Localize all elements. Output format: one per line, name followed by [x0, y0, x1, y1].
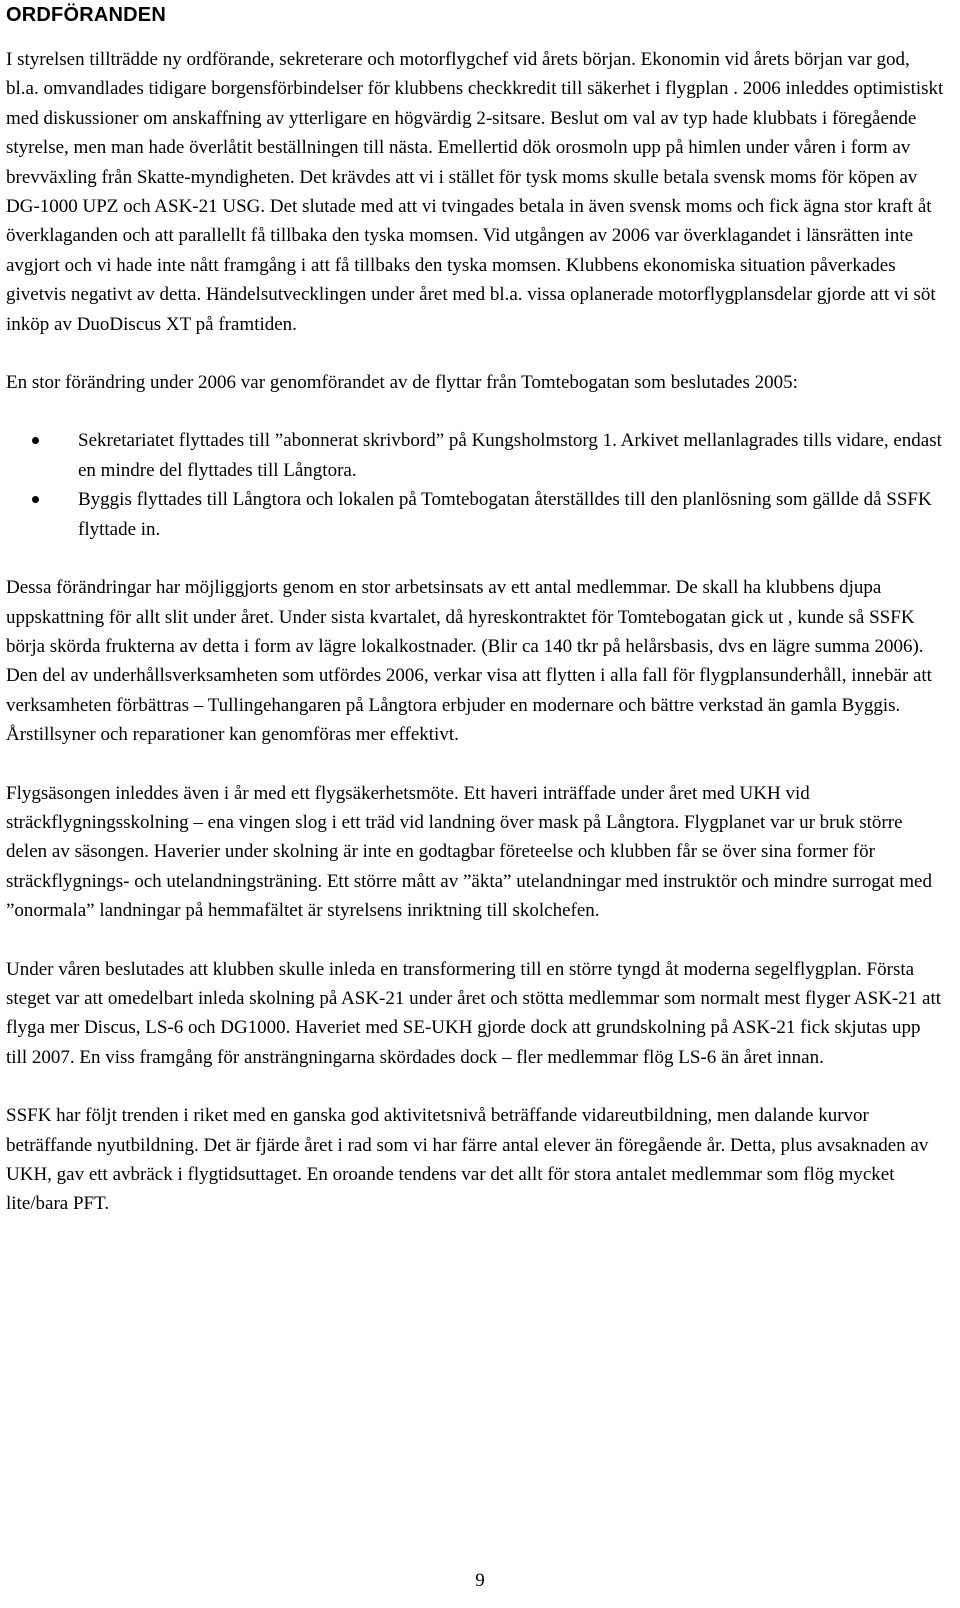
list-item [6, 485, 946, 544]
list-item [6, 426, 946, 485]
relocation-list [6, 426, 946, 544]
paragraph-transformation: Under våren beslutades att klubben skulle inleda en transformering till en större tyngd åt moderna segelflygplan. Första steget var att omedelbart inleda skolning på ASK-21 under året och stötta medlemmar som normalt mest flyger ASK-21 att flyga mer Discus, LS-6 och DG1000. Haveriet med SE-UKH gjorde dock att grundskolning på ASK-21 fick skjutas upp till 2007. En viss framgång för ansträngningarna skördades dock – fler medlemmar flög LS-6 än året innan. [6, 958, 941, 1068]
paragraph-flight-season: Flygsäsongen inleddes även i år med ett flygsäkerhetsmöte. Ett haveri inträffade under året med UKH vid sträckflygningsskolning – ena vingen slog i ett träd vid landning över mask på Långtora. Flygplanet var ur bruk större delen av säsongen. Haverier under skolning är inte en godtagbar företeelse och klubben får se över sina former för sträckflygnings- och utelandningsträning. Ett större mått av ”äkta” utelandningar med instruktör och mindre surrogat med ”onormala” landningar på hemmafältet är styrelsens inriktning till skolchefen. [6, 782, 932, 922]
list-item-text: Byggis flyttades till Långtora och lokalen på Tomtebogatan återställdes till den planlösning som gällde då SSFK flyttade in. [78, 489, 932, 540]
section-heading: ORDFÖRANDEN [6, 4, 166, 26]
paragraph-economy: I styrelsen tillträdde ny ordförande, sekreterare och motorflygchef vid årets början. Ekonomin vid årets början var god, bl.a. omvandlades tidigare borgensförbindelser för klubbens checkkredit till säkerhet i flygplan . 2006 inleddes optimistiskt med diskussioner om anskaffning av ytterligare en högvärdig 2-sitsare. Beslut om val av typ hade klubbats i föregående styrelse, men man hade överlåtit beställningen till nästa. Emellertid dök orosmoln upp på himlen under våren i form av brevväxling från Skatte-myndigheten. Det krävdes att vi i stället för tysk moms skulle betala svensk moms för köpen av DG-1000 UPZ och ASK-21 USG. Det slutade med att vi tvingades betala in även svensk moms och fick ägna stor kraft åt överklaganden och att parallellt få tillbaka den tyska momsen. Vid utgången av 2006 var överklagandet i länsrätten inte avgjort och vi hade inte nått framgång i att få tillbaks den tyska momsen. Klubbens ekonomiska situation påverkades givetvis negativt av detta. Händelsutvecklingen under året med bl.a. vissa oplanerade motorflygplansdelar gjorde att vi söt inköp av DuoDiscus XT på framtiden. [6, 49, 944, 335]
list-item-text: Sekretariatet flyttades till ”abonnerat skrivbord” på Kungsholmstorg 1. Arkivet mellanlagrades tills vidare, endast en mindre del flyttades till Långtora. [78, 430, 942, 481]
paragraph-changes: Dessa förändringar har möjliggjorts genom en stor arbetsinsats av ett antal medlemmar. De skall ha klubbens djupa uppskattning för allt slit under året. Under sista kvartalet, då hyreskontraktet för Tomtebogatan gick ut , kunde så SSFK börja skörda frukterna av detta i form av lägre lokalkostnader. (Blir ca 140 tkr på helårsbasis, dvs en lägre summa 2006). Den del av underhållsverksamheten som utfördes 2006, verkar visa att flytten i alla fall för flygplansunderhåll, innebär att verksamheten förbättras – Tullingehangaren på Långtora erbjuder en modernare och bättre verkstad än gamla Byggis. Årstillsyner och reparationer kan genomföras mer effektivt. [6, 577, 932, 746]
page-number: 9 [475, 1570, 485, 1591]
paragraph-relocation-intro: En stor förändring under 2006 var genomförandet av de flyttar från Tomtebogatan som beslutades 2005: [6, 372, 798, 394]
bullet-icon [32, 437, 39, 444]
paragraph-training-trends: SSFK har följt trenden i riket med en ganska god aktivitetsnivå beträffande vidareutbildning, men dalande kurvor beträffande nyutbildning. Det är fjärde året i rad som vi har färre antal elever än föregående år. Detta, plus avsaknaden av UKH, gav ett avbräck i flygtidsuttaget. En oroande tendens var det allt för stora antalet medlemmar som flög mycket lite/bara PFT. [6, 1105, 929, 1215]
bullet-icon [32, 496, 39, 503]
document-page [6, 0, 946, 1219]
